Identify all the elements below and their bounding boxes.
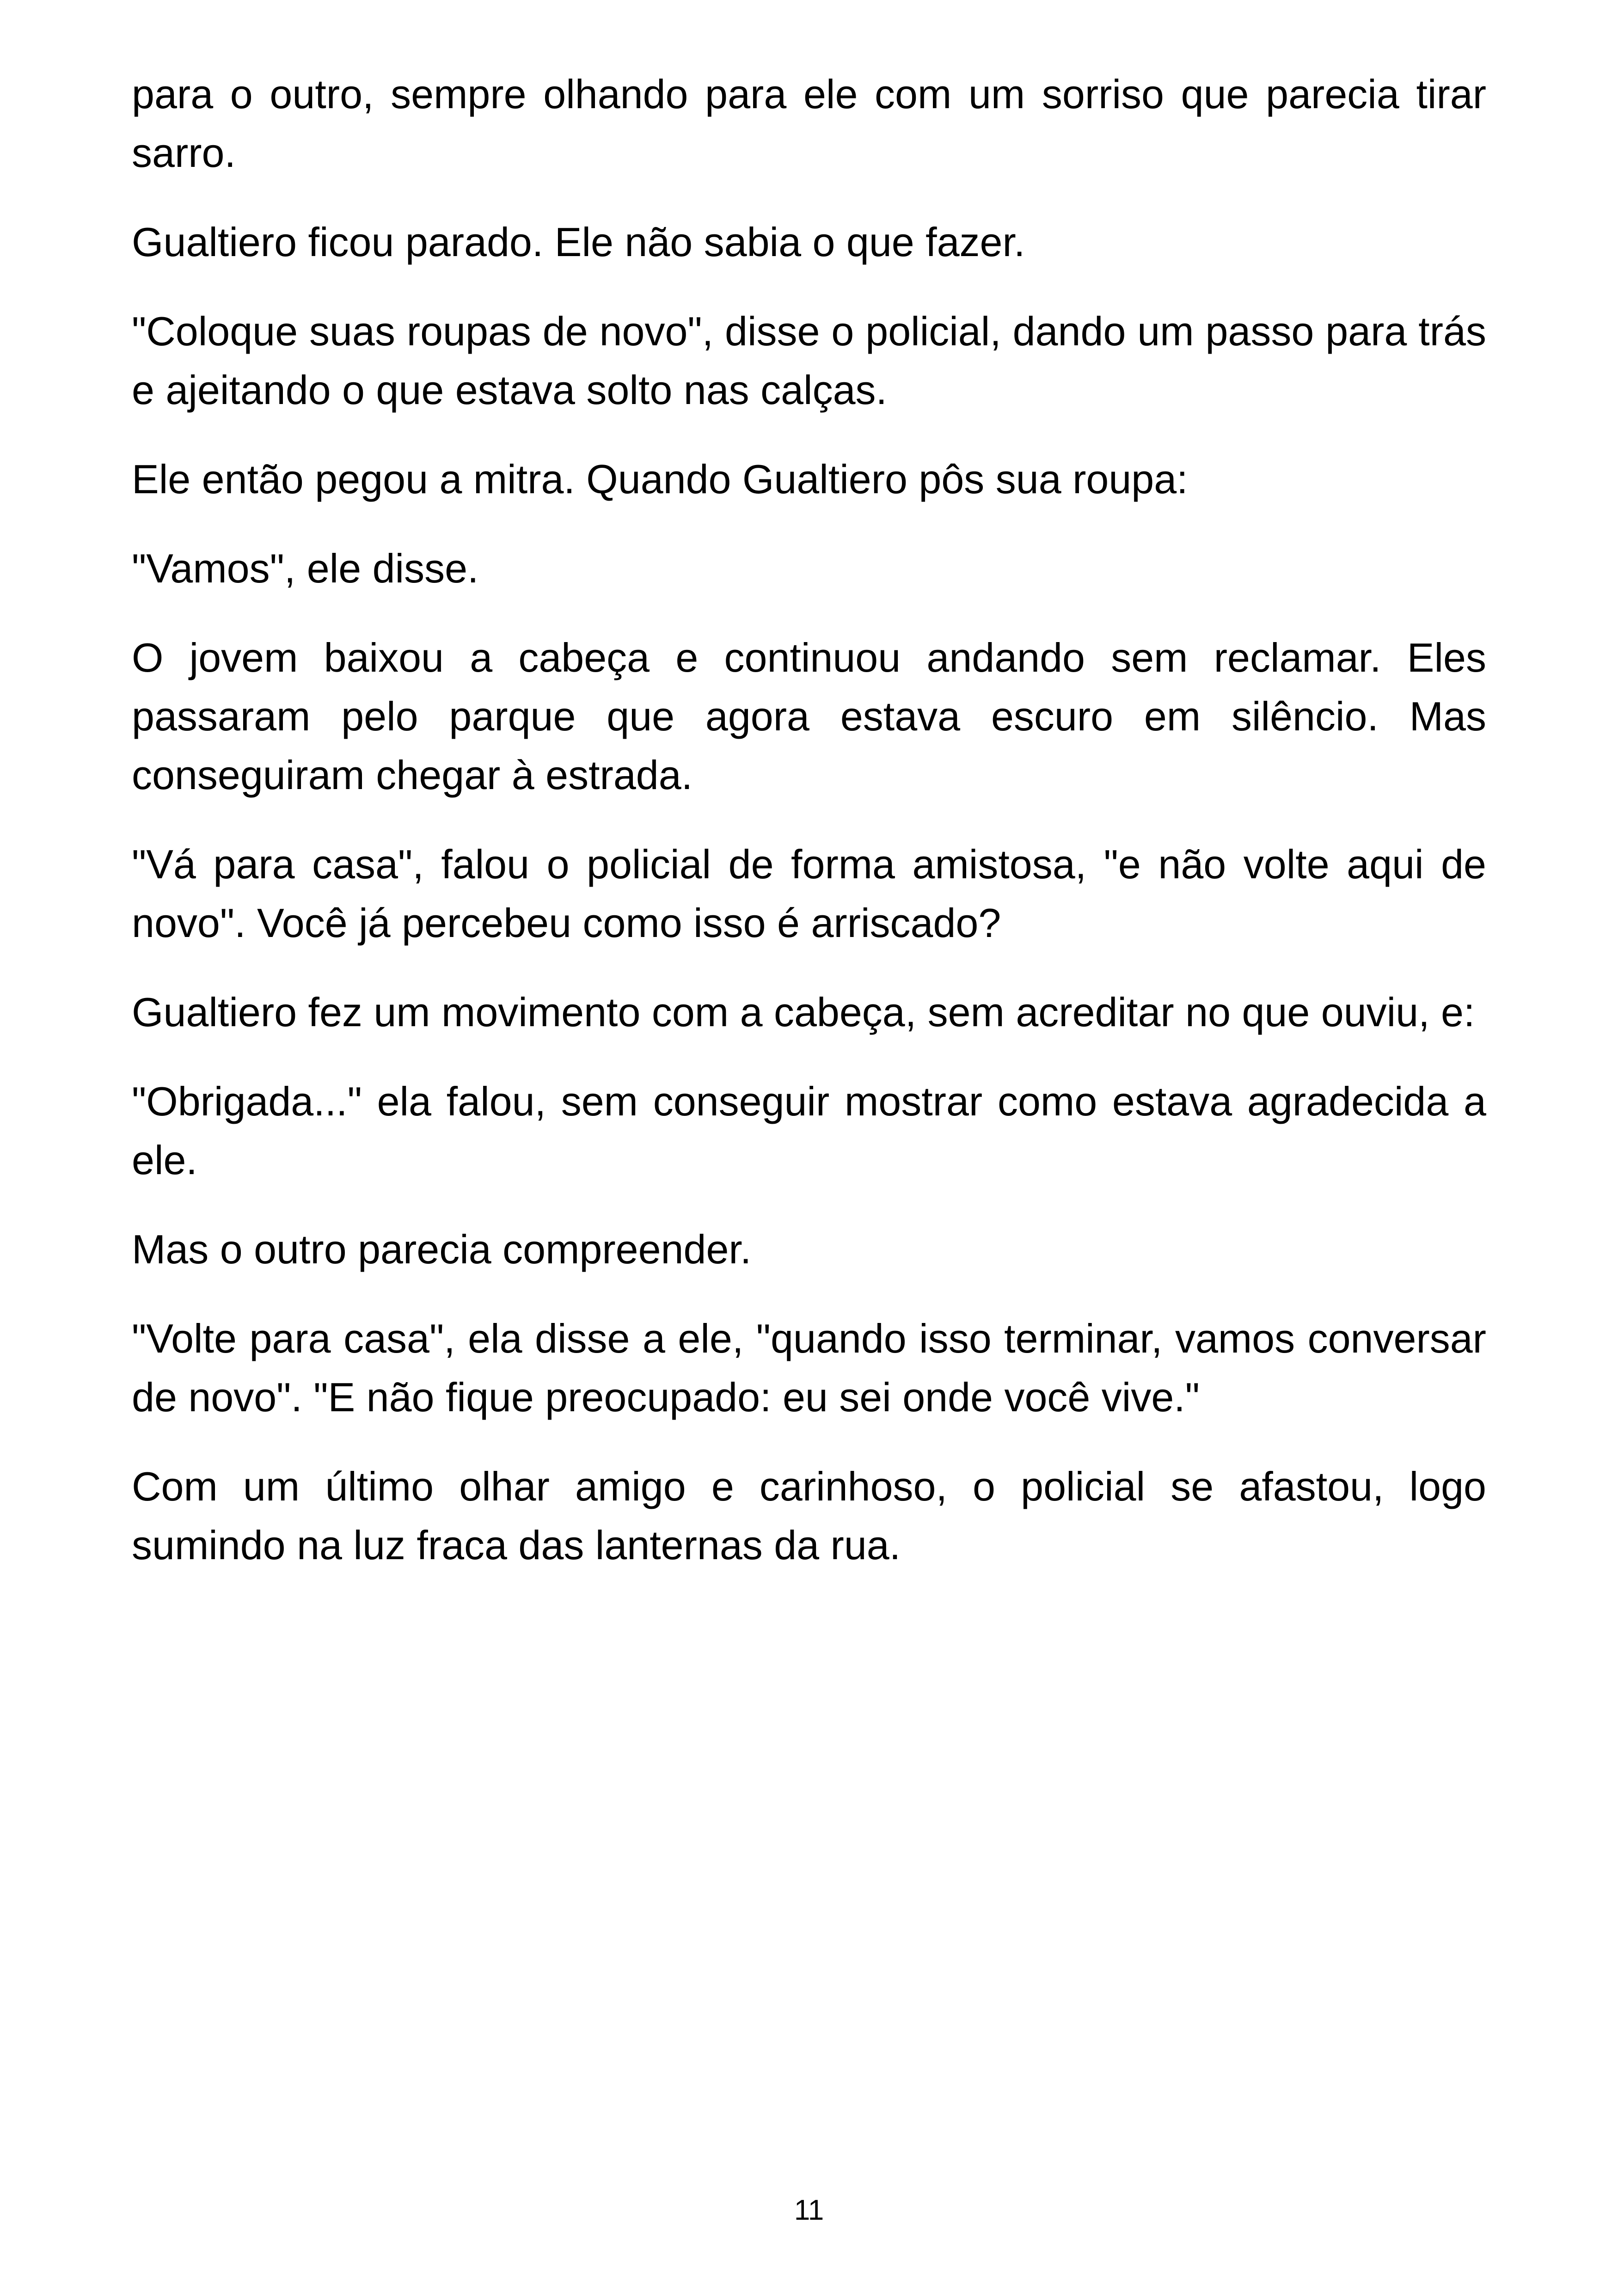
page-number: 11 xyxy=(794,2194,824,2226)
paragraph: "Coloque suas roupas de novo", disse o policial, dando um passo para trás e ajeitando o que estava solto nas calças. xyxy=(132,308,1486,413)
paragraph: Mas o outro parecia compreender. xyxy=(132,1226,752,1272)
paragraph: "Obrigada..." ela falou, sem conseguir mostrar como estava agradecida a ele. xyxy=(132,1078,1486,1183)
paragraph: "Vá para casa", falou o policial de forma amistosa, "e não volte aqui de novo". Você já percebeu como isso é arriscado? xyxy=(132,841,1486,946)
paragraph: "Vamos", ele disse. xyxy=(132,545,479,591)
paragraph: Gualtiero fez um movimento com a cabeça, sem acreditar no que ouviu, e: xyxy=(132,989,1475,1035)
body-text xyxy=(132,65,1486,1605)
paragraph: para o outro, sempre olhando para ele com um sorriso que parecia tirar sarro. xyxy=(132,71,1486,176)
paragraph: "Volte para casa", ela disse a ele, "quando isso terminar, vamos conversar de novo". "E não fique preocupado: eu sei onde você vive." xyxy=(132,1316,1486,1420)
paragraph: Com um último olhar amigo e carinhoso, o policial se afastou, logo sumindo na luz fraca das lanternas da rua. xyxy=(132,1463,1486,1568)
paragraph: Gualtiero ficou parado. Ele não sabia o que fazer. xyxy=(132,219,1025,265)
paragraph: Ele então pegou a mitra. Quando Gualtiero pôs sua roupa: xyxy=(132,456,1188,502)
paragraph: O jovem baixou a cabeça e continuou andando sem reclamar. Eles passaram pelo parque que agora estava escuro em silêncio. Mas conseguiram chegar à estrada. xyxy=(132,635,1486,798)
